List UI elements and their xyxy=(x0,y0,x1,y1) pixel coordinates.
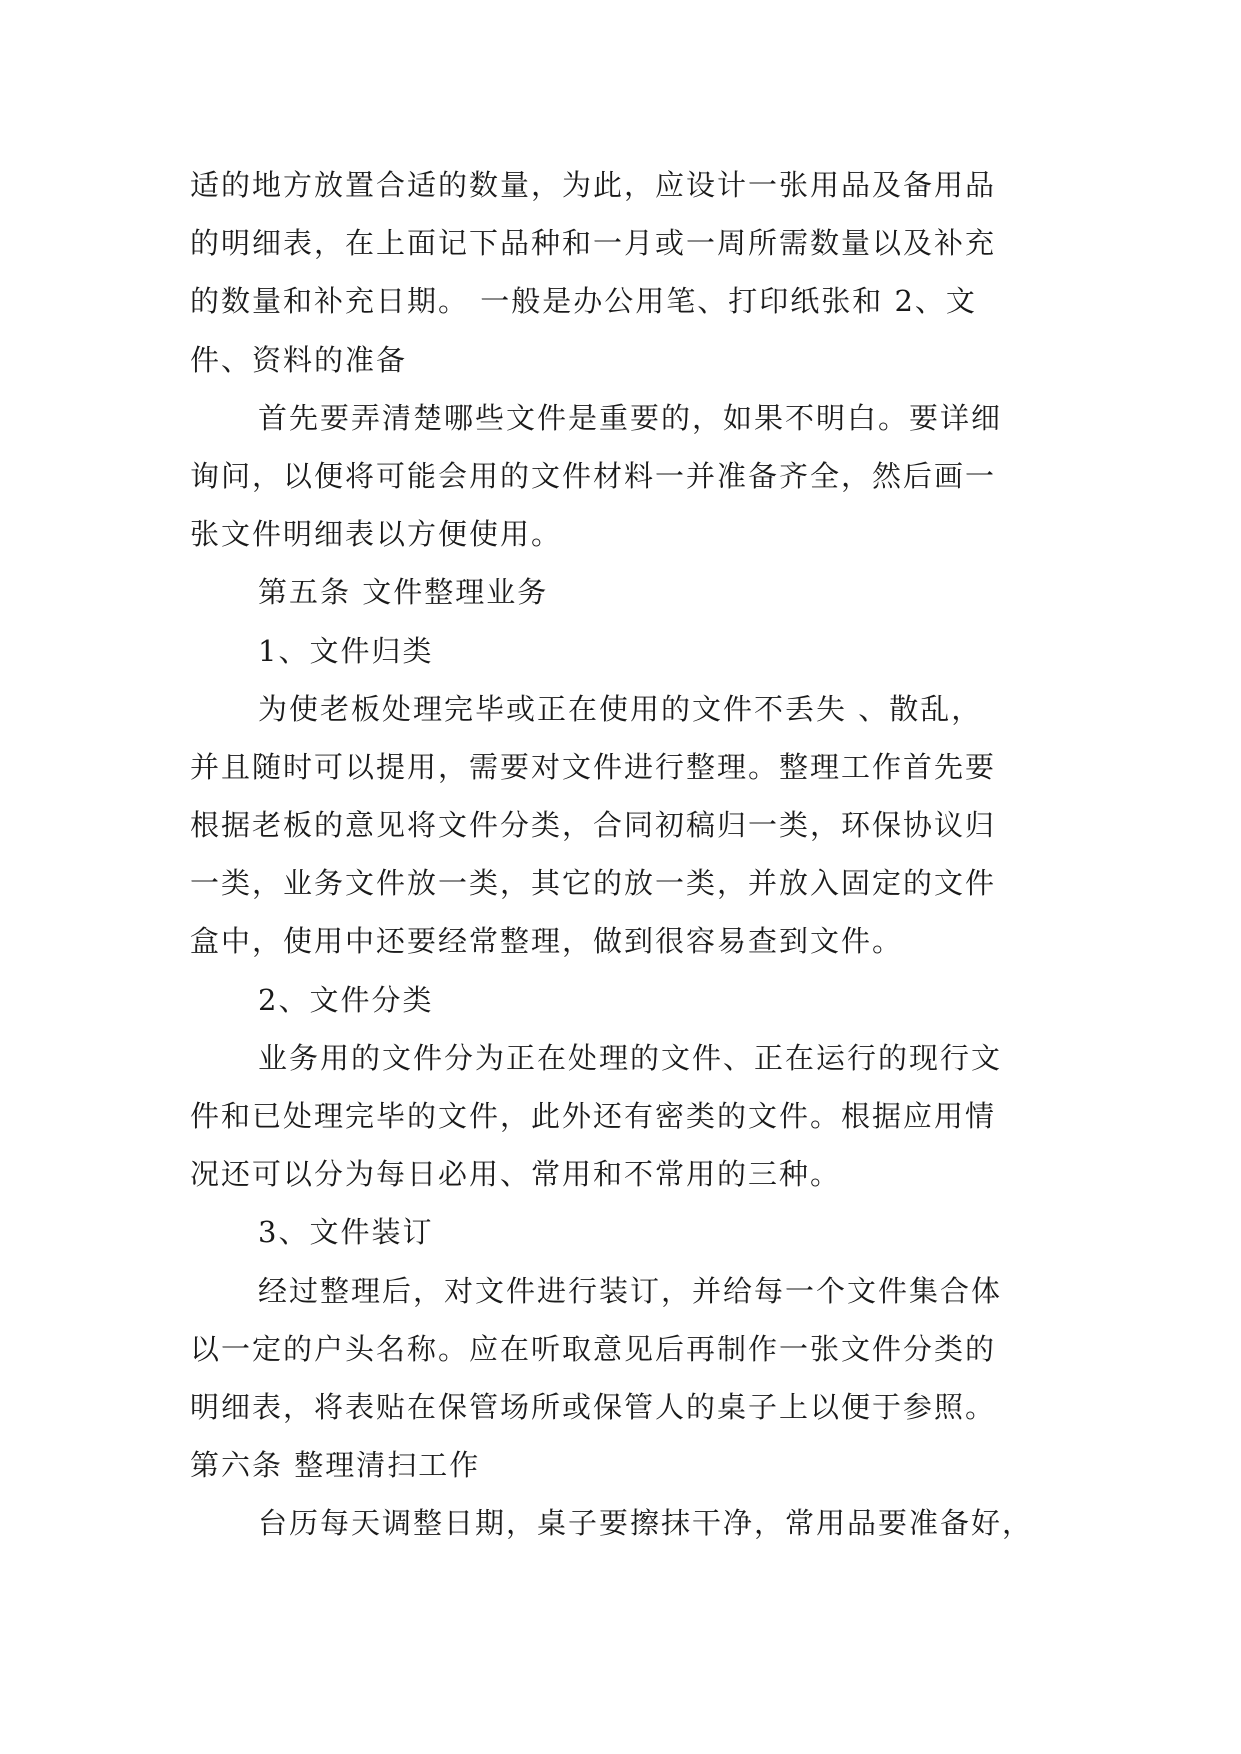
section-heading: 2、文件分类 xyxy=(258,982,434,1017)
text-line: 并且随时可以提用，需要对文件进行整理。整理工作首先要 xyxy=(190,749,997,784)
text-line: 况还可以分为每日必用、常用和不常用的三种。 xyxy=(190,1157,842,1192)
text-line: 张文件明细表以方便使用。 xyxy=(190,517,563,552)
section-heading: 3、文件装订 xyxy=(258,1215,434,1250)
text-line: 明细表，将表贴在保管场所或保管人的桌子上以便于参照。 xyxy=(190,1389,997,1424)
document-body xyxy=(190,156,1070,1553)
paragraph-start-line: 台历每天调整日期，桌子要擦抹干净，常用品要准备好， xyxy=(258,1506,1034,1541)
text-line: 盒中，使用中还要经常整理，做到很容易查到文件。 xyxy=(190,924,904,959)
text-line: 根据老板的意见将文件分类，合同初稿归一类，环保协议归 xyxy=(190,808,997,843)
text-line: 询问，以便将可能会用的文件材料一并准备齐全，然后画一 xyxy=(190,458,997,493)
text-line: 适的地方放置合适的数量，为此，应设计一张用品及备用品 xyxy=(190,168,997,202)
article-heading: 第六条 整理清扫工作 xyxy=(190,1448,481,1483)
text-line: 件和已处理完毕的文件，此外还有密类的文件。根据应用情 xyxy=(190,1099,997,1133)
text-line: 的明细表，在上面记下品种和一月或一周所需数量以及补充 xyxy=(190,226,997,261)
article-heading: 第五条 文件整理业务 xyxy=(258,575,549,610)
section-heading: 1、文件归类 xyxy=(258,633,434,668)
paragraph-start-line: 首先要弄清楚哪些文件是重要的，如果不明白。要详细 xyxy=(258,400,1003,435)
paragraph-start-line: 经过整理后，对文件进行装订，并给每一个文件集合体 xyxy=(258,1273,1003,1308)
text-line: 的数量和补充日期。 一般是办公用笔、打印纸张和 2、文 xyxy=(190,284,977,319)
text-line: 件、资料的准备 xyxy=(190,342,408,377)
text-line: 以一定的户头名称。应在听取意见后再制作一张文件分类的 xyxy=(190,1331,997,1366)
text-line: 一类，业务文件放一类，其它的放一类，并放入固定的文件 xyxy=(190,866,997,901)
paragraph-start-line: 业务用的文件分为正在处理的文件、正在运行的现行文 xyxy=(258,1040,1003,1075)
paragraph-start-line: 为使老板处理完毕或正在使用的文件不丢失 、散乱， xyxy=(258,691,983,726)
